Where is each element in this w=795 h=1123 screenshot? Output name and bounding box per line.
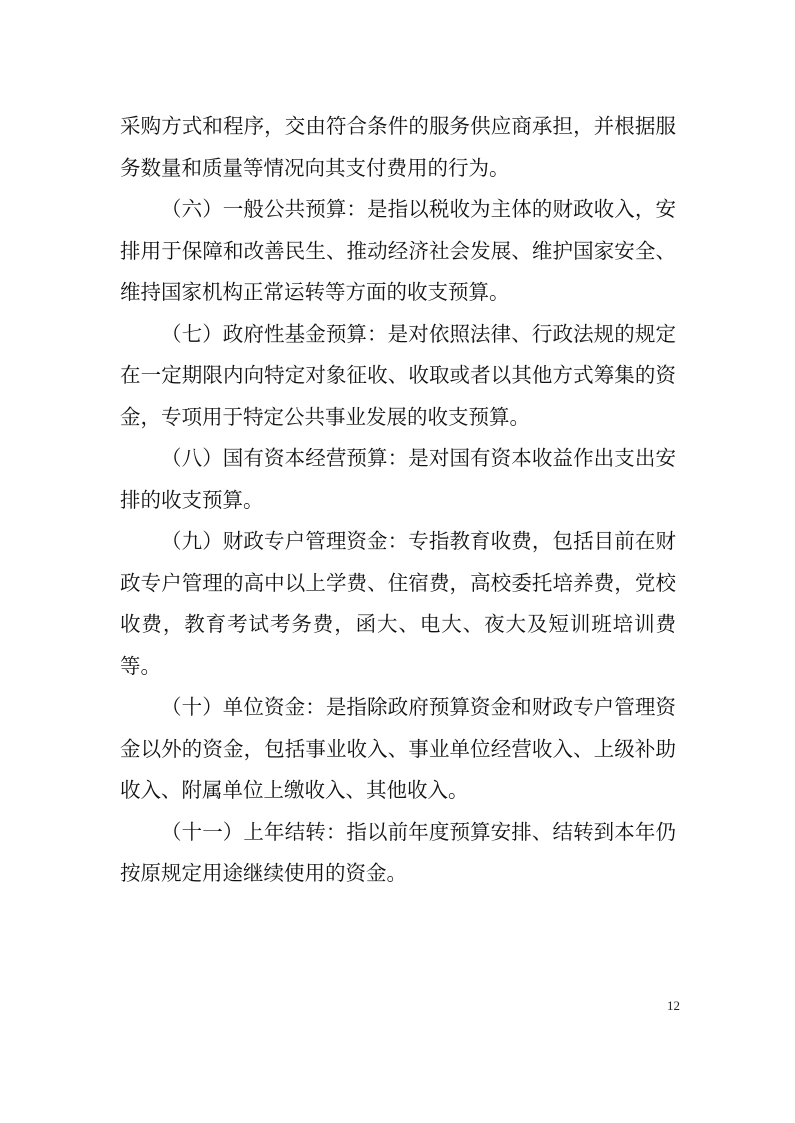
document-body	[120, 106, 676, 895]
paragraph-continuation: 采购方式和程序，交由符合条件的服务供应商承担，并根据服务数量和质量等情况向其支付费用的行为。	[120, 114, 676, 180]
paragraph-item-9-fiscal-account-funds: （九）财政专户管理资金：专指教育收费，包括目前在财政专户管理的高中以上学费、住宿费，高校委托培养费，党校收费，教育考试考务费，函大、电大、夜大及短训班培训费等。	[120, 529, 676, 678]
page-number: 12	[667, 998, 680, 1013]
paragraph-item-8-state-capital-budget: （八）国有资本经营预算：是对国有资本收益作出支出安排的收支预算。	[120, 446, 676, 512]
paragraph-item-11-prior-year-carryover: （十一）上年结转：指以前年度预算安排、结转到本年仍按原规定用途继续使用的资金。	[120, 819, 676, 885]
paragraph-item-7-government-fund-budget: （七）政府性基金预算：是对依照法律、行政法规的规定在一定期限内向特定对象征收、收取或者以其他方式筹集的资金，专项用于特定公共事业发展的收支预算。	[120, 321, 676, 429]
paragraph-item-6-general-public-budget: （六）一般公共预算：是指以税收为主体的财政收入，安排用于保障和改善民生、推动经济社会发展、维护国家安全、维持国家机构正常运转等方面的收支预算。	[120, 197, 676, 304]
paragraph-item-10-unit-funds: （十）单位资金：是指除政府预算资金和财政专户管理资金以外的资金，包括事业收入、事业单位经营收入、上级补助收入、附属单位上缴收入、其他收入。	[120, 695, 676, 802]
